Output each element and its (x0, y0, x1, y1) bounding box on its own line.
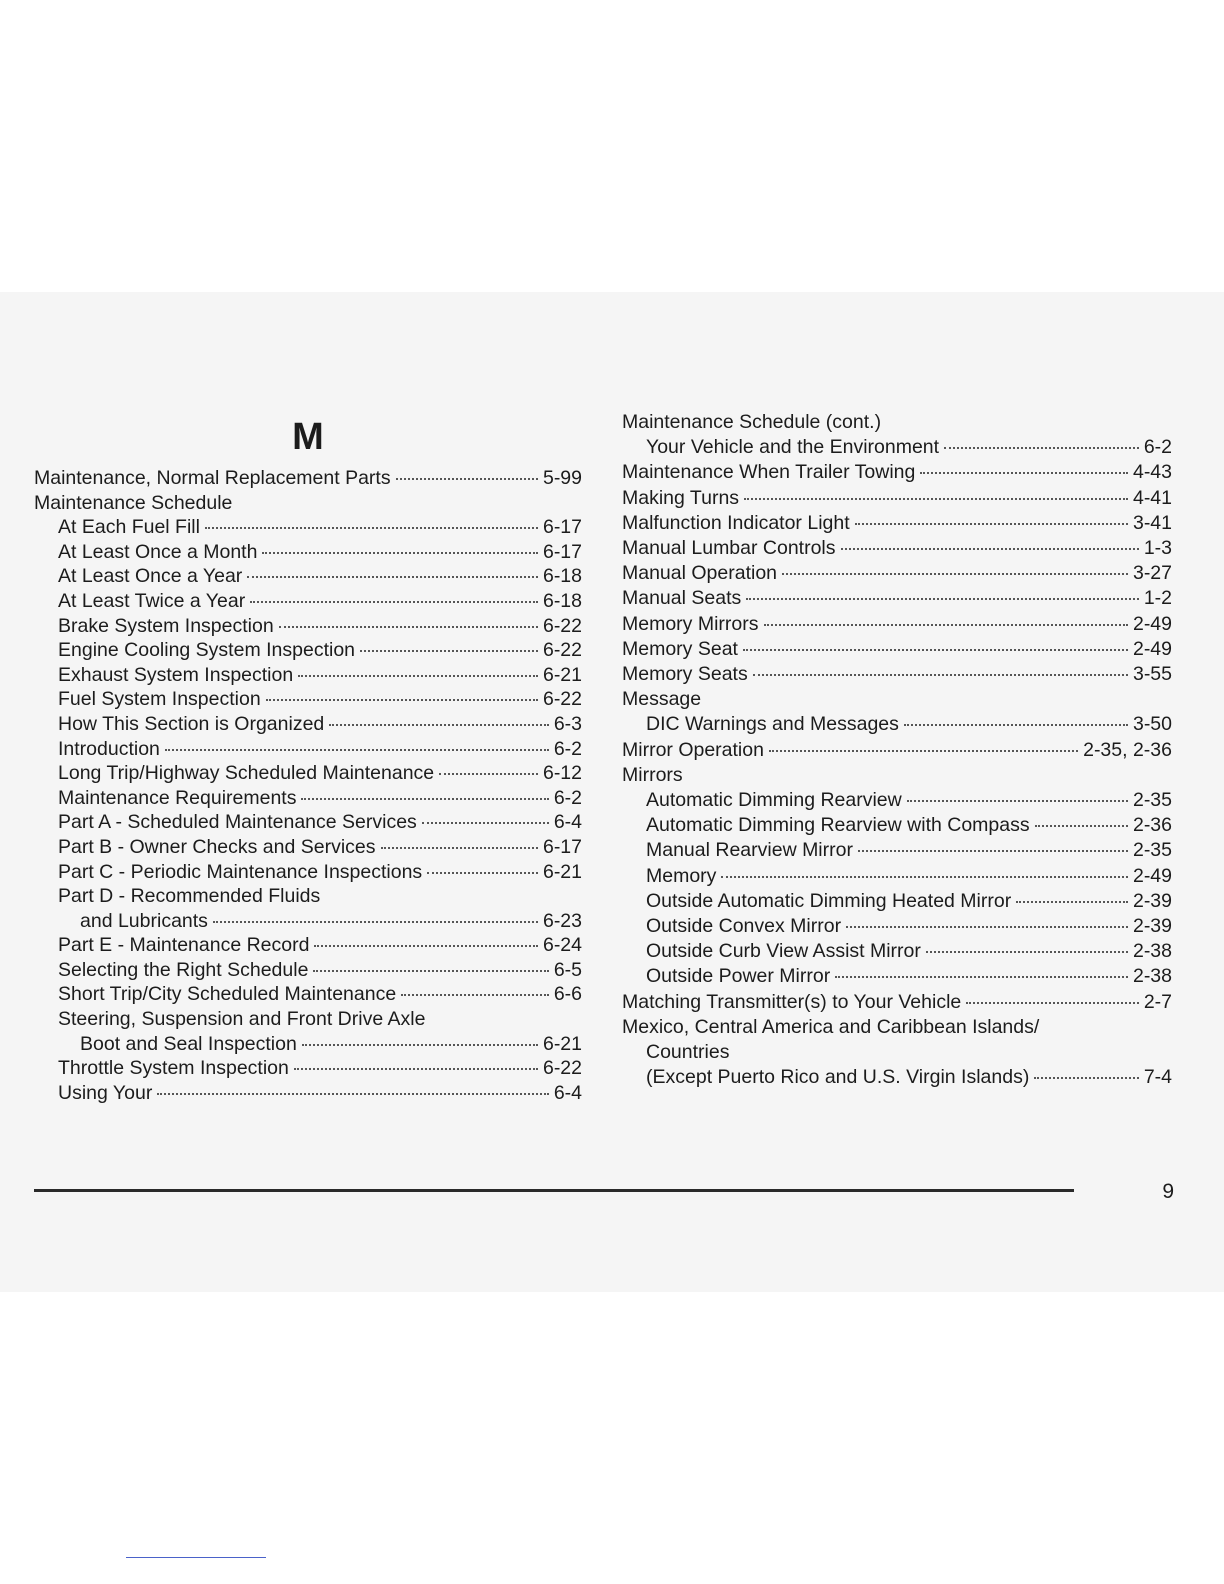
index-entry (34, 1032, 582, 1057)
index-entry (622, 838, 1172, 863)
index-entry (622, 939, 1172, 964)
dot-leader (360, 650, 538, 652)
dot-leader (314, 945, 538, 947)
index-entry (622, 435, 1172, 460)
index-entry-label: Mirrors (622, 763, 683, 786)
index-entry-page: 5-99 (542, 467, 582, 489)
index-entry (622, 612, 1172, 637)
dot-leader (294, 1068, 538, 1070)
dot-leader (907, 800, 1128, 802)
index-entry-label: How This Section is Organized (58, 712, 325, 735)
index-entry (34, 638, 582, 663)
index-entry (34, 491, 582, 516)
index-entry (622, 763, 1172, 788)
index-entry-label: Outside Convex Mirror (646, 915, 842, 938)
dot-leader (396, 478, 538, 480)
dot-leader (250, 601, 538, 603)
index-entry-page: 6-17 (542, 835, 582, 858)
index-entry-page: 6-18 (542, 589, 582, 612)
index-entry-page: 4-43 (1132, 461, 1172, 484)
dot-leader (1035, 825, 1128, 827)
index-entry-label: Part A - Scheduled Maintenance Services (58, 811, 417, 834)
index-entry-label: Part E - Maintenance Record (58, 934, 310, 957)
index-entry (622, 813, 1172, 838)
index-entry-label: At Each Fuel Fill (58, 516, 200, 539)
index-entry (622, 738, 1172, 763)
index-entry (34, 810, 582, 835)
dot-leader (782, 573, 1128, 575)
index-entry-page: 6-22 (542, 688, 582, 711)
index-entry-page: 3-27 (1132, 562, 1172, 585)
index-entry-label: Short Trip/City Scheduled Maintenance (58, 983, 397, 1006)
index-entry-label: Selecting the Right Schedule (58, 958, 309, 981)
dot-leader (764, 624, 1128, 626)
index-entry-label: Outside Automatic Dimming Heated Mirror (646, 889, 1012, 912)
dot-leader (301, 798, 548, 800)
dot-leader (1016, 901, 1128, 903)
index-entry (34, 1081, 582, 1106)
index-entry-page: 2-35 (1132, 839, 1172, 862)
index-entry (34, 909, 582, 934)
index-entry-page: 6-2 (553, 737, 582, 760)
index-entry (622, 889, 1172, 914)
index-entry (34, 860, 582, 885)
index-entry (622, 1015, 1172, 1040)
index-entry (34, 958, 582, 983)
dot-leader (247, 576, 538, 578)
index-entry-label: Automatic Dimming Rearview with Compass (646, 814, 1030, 837)
index-entry-label: At Least Once a Month (58, 540, 258, 563)
index-entry-label: Mexico, Central America and Caribbean Islands/ (622, 1015, 1040, 1038)
index-entry-label: DIC Warnings and Messages (646, 713, 899, 736)
footer-link-underline (126, 1557, 266, 1558)
dot-leader (213, 921, 538, 923)
index-entry-label: and Lubricants (80, 909, 208, 932)
index-entry-label: Memory Seat (622, 637, 738, 660)
index-entry-label: Brake System Inspection (58, 614, 274, 637)
index-entry-label: (Except Puerto Rico and U.S. Virgin Islands) (646, 1066, 1030, 1089)
index-entry-label: Long Trip/Highway Scheduled Maintenance (58, 762, 435, 785)
dot-leader (944, 447, 1139, 449)
index-entry-page: 6-6 (553, 983, 582, 1006)
index-entry-label: Part D - Recommended Fluids (58, 885, 321, 908)
footer-rule (34, 1189, 1074, 1192)
index-entry-label: Memory (646, 864, 717, 887)
dot-leader (1034, 1077, 1138, 1079)
index-entry (34, 540, 582, 565)
index-entry-page: 2-7 (1143, 990, 1172, 1013)
index-entry (622, 536, 1172, 561)
index-entry-page: 6-4 (553, 811, 582, 834)
index-entry-label: Outside Curb View Assist Mirror (646, 940, 921, 963)
index-entry-label: Fuel System Inspection (58, 688, 261, 711)
index-entry-page: 1-2 (1143, 587, 1172, 610)
index-entry-label: Maintenance When Trailer Towing (622, 461, 916, 484)
index-entry-label: Using Your (58, 1081, 153, 1104)
dot-leader (753, 674, 1128, 676)
dot-leader (401, 994, 549, 996)
index-entry (34, 835, 582, 860)
dot-leader (855, 523, 1128, 525)
index-entry-label: Message (622, 688, 702, 711)
index-entry-page: 6-2 (1143, 436, 1172, 459)
index-entry-page: 6-24 (542, 934, 582, 957)
index-entry-label: Memory Mirrors (622, 612, 759, 635)
dot-leader (298, 675, 538, 677)
index-entry-page: 6-5 (553, 958, 582, 981)
dot-leader (920, 472, 1128, 474)
index-entry-label: Part B - Owner Checks and Services (58, 835, 376, 858)
dot-leader (769, 750, 1078, 752)
index-entry (34, 663, 582, 688)
index-entry-page: 7-4 (1143, 1066, 1172, 1089)
index-column-right (622, 410, 1172, 1090)
index-entry-page: 2-35 (1132, 789, 1172, 812)
index-entry (34, 614, 582, 639)
index-entry-page: 2-36 (1132, 814, 1172, 837)
dot-leader (841, 548, 1139, 550)
index-entry (34, 737, 582, 762)
index-entry-page: 2-49 (1132, 864, 1172, 887)
index-entry-page: 6-21 (542, 663, 582, 686)
index-entry-page: 4-41 (1132, 486, 1172, 509)
index-entry-label: Your Vehicle and the Environment (646, 436, 940, 459)
index-entry-label: Maintenance Schedule (34, 491, 233, 514)
index-entry-label: Part C - Periodic Maintenance Inspections (58, 860, 423, 883)
dot-leader (266, 699, 538, 701)
index-entry-list-left (34, 466, 582, 1105)
section-letter-heading: M (292, 416, 324, 458)
index-entry-page: 6-22 (542, 639, 582, 662)
index-entry-label: Steering, Suspension and Front Drive Axle (58, 1008, 426, 1031)
dot-leader (313, 970, 548, 972)
index-entry (34, 466, 582, 491)
index-entry-label: Introduction (58, 737, 160, 760)
index-entry-label: Manual Seats (622, 587, 742, 610)
dot-leader (422, 822, 549, 824)
index-entry-page: 6-21 (542, 860, 582, 883)
index-entry (34, 515, 582, 540)
index-entry (34, 982, 582, 1007)
index-entry-page: 6-23 (542, 909, 582, 932)
dot-leader (157, 1093, 548, 1095)
index-entry (622, 687, 1172, 712)
index-entry (622, 586, 1172, 611)
index-entry-page: 2-35, 2-36 (1083, 738, 1172, 761)
dot-leader (302, 1044, 538, 1046)
dot-leader (904, 724, 1128, 726)
index-entry-page: 6-18 (542, 565, 582, 588)
index-entry (622, 460, 1172, 485)
index-entry-label: Outside Power Mirror (646, 965, 831, 988)
index-entry-page: 3-50 (1132, 713, 1172, 736)
index-entry-label: Manual Rearview Mirror (646, 839, 853, 862)
dot-leader (262, 552, 538, 554)
index-entry (34, 786, 582, 811)
index-entry (34, 687, 582, 712)
index-entry (622, 511, 1172, 536)
index-entry-label: Maintenance Requirements (58, 786, 297, 809)
index-entry-label: Countries (646, 1041, 730, 1064)
index-entry-page: 6-12 (542, 762, 582, 785)
index-entry-page: 6-21 (542, 1032, 582, 1055)
index-entry (34, 1056, 582, 1081)
index-entry (34, 1007, 582, 1032)
index-entry (34, 761, 582, 786)
dot-leader (835, 976, 1128, 978)
index-entry (622, 410, 1172, 435)
index-entry-page: 2-49 (1132, 637, 1172, 660)
index-entry (34, 712, 582, 737)
index-entry (622, 662, 1172, 687)
index-entry-page: 6-4 (553, 1081, 582, 1104)
index-entry (622, 990, 1172, 1015)
index-entry-page: 6-2 (553, 786, 582, 809)
index-entry-label: At Least Once a Year (58, 565, 243, 588)
index-entry-label: Making Turns (622, 486, 740, 509)
index-entry-page: 2-39 (1132, 889, 1172, 912)
index-entry-label: Engine Cooling System Inspection (58, 639, 356, 662)
dot-leader (427, 872, 538, 874)
index-entry (34, 933, 582, 958)
index-entry-page: 6-3 (553, 712, 582, 735)
dot-leader (743, 649, 1128, 651)
index-entry-label: Maintenance Schedule (cont.) (622, 411, 882, 433)
dot-leader (744, 498, 1128, 500)
index-entry (622, 788, 1172, 813)
dot-leader (381, 847, 538, 849)
index-entry-label: Automatic Dimming Rearview (646, 789, 902, 812)
index-entry-page: 2-38 (1132, 940, 1172, 963)
dot-leader (279, 626, 538, 628)
index-entry (34, 589, 582, 614)
index-entry (622, 964, 1172, 989)
index-entry-label: Memory Seats (622, 663, 748, 686)
index-entry-label: Throttle System Inspection (58, 1057, 289, 1080)
index-entry-label: At Least Twice a Year (58, 589, 246, 612)
index-entry (34, 564, 582, 589)
index-entry (622, 914, 1172, 939)
index-entry-page: 3-55 (1132, 663, 1172, 686)
index-entry-page: 6-22 (542, 614, 582, 637)
index-entry-label: Maintenance, Normal Replacement Parts (34, 467, 391, 489)
index-entry-label: Manual Operation (622, 562, 778, 585)
index-entry-page: 2-49 (1132, 612, 1172, 635)
dot-leader (165, 749, 549, 751)
index-entry-label: Boot and Seal Inspection (80, 1032, 297, 1055)
index-entry-label: Exhaust System Inspection (58, 663, 294, 686)
index-entry-page: 1-3 (1143, 537, 1172, 560)
page-number: 9 (1162, 1180, 1174, 1203)
index-entry-list-right (622, 410, 1172, 1090)
dot-leader (329, 724, 549, 726)
index-entry-label: Matching Transmitter(s) to Your Vehicle (622, 990, 962, 1013)
index-entry-label: Malfunction Indicator Light (622, 511, 850, 534)
index-entry (622, 637, 1172, 662)
dot-leader (926, 951, 1128, 953)
dot-leader (439, 773, 538, 775)
dot-leader (858, 850, 1128, 852)
dot-leader (205, 527, 538, 529)
index-entry (622, 561, 1172, 586)
index-entry (622, 486, 1172, 511)
index-entry-page: 6-17 (542, 516, 582, 539)
dot-leader (746, 598, 1139, 600)
index-entry-page: 3-41 (1132, 511, 1172, 534)
index-entry (622, 864, 1172, 889)
index-entry (622, 712, 1172, 737)
dot-leader (966, 1002, 1139, 1004)
dot-leader (846, 926, 1128, 928)
index-entry-label: Manual Lumbar Controls (622, 537, 836, 560)
index-entry-page: 2-39 (1132, 915, 1172, 938)
dot-leader (721, 876, 1128, 878)
index-entry-page: 6-22 (542, 1057, 582, 1080)
index-entry-label: Mirror Operation (622, 738, 764, 761)
index-entry-page: 2-38 (1132, 965, 1172, 988)
index-entry (622, 1040, 1172, 1065)
index-entry (622, 1065, 1172, 1090)
index-entry (34, 884, 582, 909)
index-column-left (34, 410, 582, 1105)
index-entry-page: 6-17 (542, 540, 582, 563)
